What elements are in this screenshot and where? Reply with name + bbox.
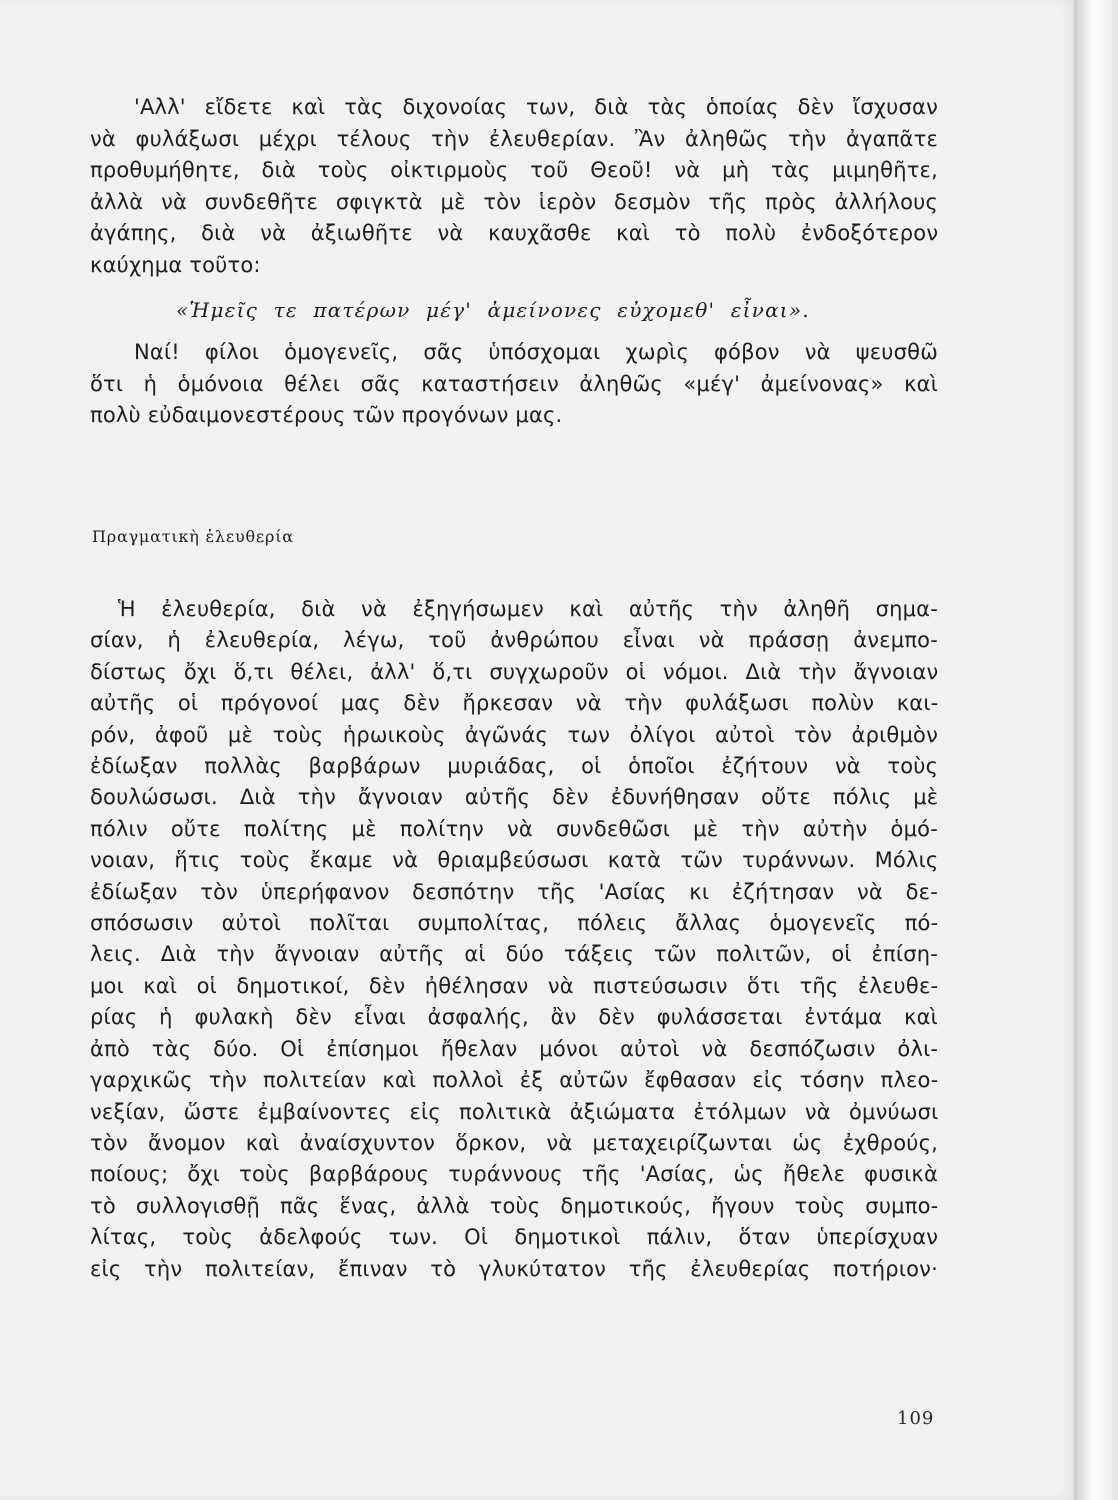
- paragraph-line: ἀλλὰ νὰ συνδεθῆτε σφιγκτὰ μὲ τὸν ἱερὸν δεσμὸν τῆς πρὸς ἀλλήλους: [90, 189, 938, 214]
- paragraph-line: νὰ φυλάξωσι μέχρι τέλους τὴν ἐλευθερίαν. Ἂν ἀληθῶς τὴν ἀγαπᾶτε: [90, 126, 938, 151]
- paragraph-line: μοι καὶ οἱ δημοτικοί, δὲν ἠθέλησαν νὰ πιστεύσωσιν ὅτι τῆς ἐλευθε-: [90, 973, 939, 998]
- paragraph-line: λεις. Διὰ τὴν ἄγνοιαν αὐτῆς αἱ δύο τάξεις τῶν πολιτῶν, οἱ ἐπίση-: [90, 942, 938, 967]
- paragraph-line: ἐδίωξαν πολλὰς βαρβάρων μυριάδας, οἱ ὁποῖοι ἐζήτουν νὰ τοὺς: [90, 754, 939, 779]
- paragraph-line: ποίους; ὄχι τοὺς βαρβάρους τυράννους τῆς 'Ασίας, ὡς ἤθελε φυσικὰ: [90, 1162, 938, 1187]
- paragraph-line: καύχημα τοῦτο:: [90, 252, 261, 277]
- paragraph-line: λίτας, τοὺς ἀδελφούς των. Οἱ δημοτικοὶ πάλιν, ὅταν ὑπερίσχυαν: [90, 1225, 939, 1250]
- paragraph-line: ἐδίωξαν τὸν ὑπερήφανον δεσπότην τῆς 'Ασίας κι ἐζήτησαν νὰ δε-: [90, 879, 938, 904]
- page-edge-shadow: [1074, 0, 1118, 1500]
- paragraph-2: [90, 337, 938, 432]
- paragraph-line: προθυμήθητε, διὰ τοὺς οἰκτιρμοὺς τοῦ Θεοῦ! νὰ μὴ τὰς μιμηθῆτε,: [90, 158, 938, 182]
- paragraph-line: Ναί! φίλοι ὁμογενεῖς, σᾶς ὑπόσχομαι χωρὶς φόβον νὰ ψευσθῶ: [134, 340, 938, 364]
- paragraph-1: [90, 92, 938, 281]
- paragraph-line: ὅτι ἡ ὁμόνοια θέλει σᾶς καταστήσειν ἀληθῶς «μέγ' ἀμείνονας» καὶ: [90, 371, 938, 396]
- paragraph-line: σπόσωσιν αὐτοὶ πολῖται συμπολίτας, πόλεις ἄλλας ὁμογενεῖς πό-: [90, 911, 939, 936]
- paragraph-line: τὸ συλλογισθῇ πᾶς ἕνας, ἀλλὰ τοὺς δημοτικούς, ἤγουν τοὺς συμπο-: [90, 1193, 939, 1218]
- paragraph-line: πολὺ εὐδαιμονεστέρους τῶν προγόνων μας.: [90, 403, 563, 427]
- paragraph-line: σίαν, ἡ ἐλευθερία, λέγω, τοῦ ἀνθρώπου εἶναι νὰ πράσσῃ ἀνεμπο-: [90, 628, 938, 653]
- paragraph-line: ρίας ἡ φυλακὴ δὲν εἶναι ἀσφαλής, ἂν δὲν φυλάσσεται ἐντάμα καὶ: [90, 1005, 938, 1030]
- paragraph-line: δίστως ὄχι ὅ,τι θέλει, ἀλλ' ὅ,τι συγχωροῦν οἱ νόμοι. Διὰ τὴν ἄγνοιαν: [90, 659, 939, 684]
- main-text-block: [90, 594, 938, 1285]
- paragraph-line: εἰς τὴν πολιτείαν, ἔπιναν τὸ γλυκύτατον τῆς ἐλευθερίας ποτήριον·: [90, 1256, 938, 1281]
- paragraph-line: 'Αλλ' εἴδετε καὶ τὰς διχονοίας των, διὰ τὰς ὁποίας δὲν ἴσχυσαν: [134, 95, 938, 119]
- section-heading: Πραγματικὴ ἐλευθερία: [92, 527, 294, 546]
- opening-text-block: [90, 92, 938, 432]
- page-number: 109: [897, 1408, 935, 1429]
- paragraph-line: γαρχικῶς τὴν πολιτείαν καὶ πολλοὶ ἐξ αὐτῶν ἔφθασαν εἰς τόσην πλεο-: [90, 1068, 939, 1093]
- paragraph-line: δουλώσωσι. Διὰ τὴν ἄγνοιαν αὐτῆς δὲν ἐδυνήθησαν οὔτε πόλις μὲ: [90, 785, 939, 810]
- paragraph-line: τὸν ἄνομον καὶ ἀναίσχυντον ὅρκον, νὰ μεταχειρίζωνται ὡς ἐχθρούς,: [90, 1130, 938, 1155]
- paragraph-line: ἀγάπης, διὰ νὰ ἀξιωθῆτε νὰ καυχᾶσθε καὶ τὸ πολὺ ἐνδοξότερον: [90, 221, 939, 245]
- paragraph-line: ρόν, ἀφοῦ μὲ τοὺς ἡρωικοὺς ἀγῶνάς των ὀλίγοι αὐτοὶ τὸν ἀριθμὸν: [90, 722, 938, 747]
- paragraph-3: [90, 594, 938, 1285]
- paragraph-line: νεξίαν, ὥστε ἐμβαίνοντες εἰς πολιτικὰ ἀξιώματα ἐτόλμων νὰ ὀμνύωσι: [90, 1099, 939, 1124]
- paragraph-line: αὐτῆς οἱ πρόγονοί μας δὲν ἤρκεσαν νὰ τὴν φυλάξωσι πολὺν και-: [90, 691, 939, 716]
- paragraph-line: νοιαν, ἥτις τοὺς ἔκαμε νὰ θριαμβεύσωσι κατὰ τῶν τυράννων. Μόλις: [90, 848, 939, 873]
- paragraph-line: ἀπὸ τὰς δύο. Οἱ ἐπίσημοι ἤθελαν μόνοι αὐτοὶ νὰ δεσπόζωσιν ὀλι-: [90, 1036, 939, 1061]
- paragraph-line: πόλιν οὔτε πολίτης μὲ πολίτην νὰ συνδεθῶσι μὲ τὴν αὐτὴν ὁμό-: [90, 816, 938, 841]
- paragraph-line: Ἡ ἐλευθερία, διὰ νὰ ἐξηγήσωμεν καὶ αὐτῆς τὴν ἀληθῆ σημα-: [118, 597, 938, 621]
- block-quote: «Ἡμεῖς τε πατέρων μέγ' ἀμείνονες εὐχομεθ' εἶναι».: [176, 298, 810, 322]
